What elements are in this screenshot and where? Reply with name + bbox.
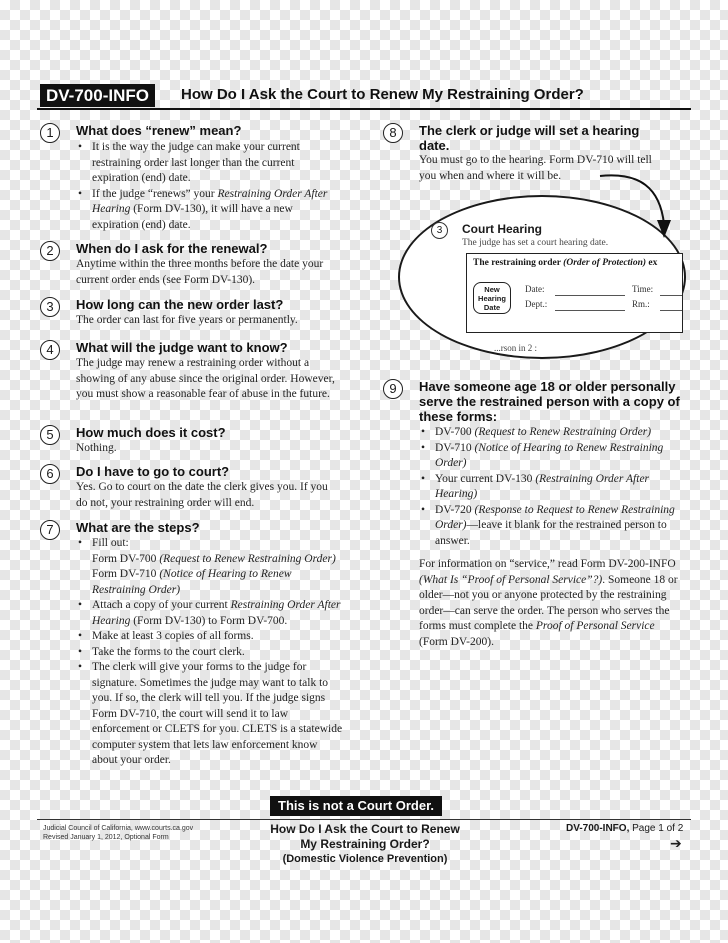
list-item: • Fill out: — [76, 536, 344, 552]
footer-subtitle: (Domestic Violence Prevention) — [282, 853, 448, 865]
section-number: 1 — [40, 123, 60, 143]
footer-revision-line: Revised January 1, 2012, Optional Form — [43, 834, 169, 841]
footer-title-line: How Do I Ask the Court to Renew — [270, 822, 460, 836]
section-heading: What does “renew” mean? — [76, 123, 242, 138]
section-heading: Have someone age 18 or older personally serve the restrained person with a copy of these forms: — [419, 379, 680, 424]
section-number: 8 — [383, 123, 403, 143]
section-body: Yes. Go to court on the date the clerk gives you. If you do not, your restraining order will end. — [76, 481, 328, 509]
list-item: • It is the way the judge can make your current restraining order last longer than the current expiration (end) date. — [76, 140, 336, 187]
section-heading: What will the judge want to know? — [76, 340, 288, 355]
list-item: • DV-720 (Response to Request to Renew Restraining Order)—leave it blank for the restrained person to answer. — [419, 503, 685, 550]
section-number: 7 — [40, 520, 60, 540]
section-heading: How much does it cost? — [76, 425, 226, 440]
rm-label: Rm.: — [632, 299, 650, 309]
figure-bottom-text: ...rson in 2 : — [494, 343, 538, 353]
service-info: For information on “service,” read Form DV-200-INFO (What Is “Proof of Personal Service”?). Someone 18 or older—not you or anyone protected by the restraining order—can serve the order. The person who serves the forms must complete the Proof of Personal Service (Form DV-200). — [419, 558, 678, 648]
footer-title — [210, 822, 520, 867]
list-item: • Make at least 3 copies of all forms. — [76, 629, 344, 645]
dept-line — [555, 310, 625, 311]
time-line — [660, 295, 682, 296]
next-page-arrow-icon[interactable]: ➔ — [670, 836, 682, 852]
form-ref: Form DV-710 (Notice of Hearing to Renew Restraining Order) — [92, 568, 292, 596]
section-body: Anytime within the three months before the date your current order ends (see Form DV-130). — [76, 258, 324, 286]
form-ref: Form DV-700 (Request to Renew Restraining Order) — [92, 552, 336, 565]
list-item: • If the judge “renews” your Restraining Order After Hearing (Form DV-130), it will have a new expiration (end) date. — [76, 187, 336, 234]
hearing-box-heading: The restraining order (Order of Protection) ex — [473, 258, 658, 268]
title-divider — [37, 108, 691, 110]
section-heading: When do I ask for the renewal? — [76, 241, 268, 256]
section-body: You must go to the hearing. Form DV-710 will tell you when and where it will be. — [419, 154, 652, 182]
section-body: The order can last for five years or permanently. — [76, 314, 298, 326]
list-item: • Your current DV-130 (Restraining Order After Hearing) — [419, 472, 685, 503]
list-item: • Attach a copy of your current Restraining Order After Hearing (Form DV-130) to Form DV-700. — [76, 598, 344, 629]
section-body: Nothing. — [76, 442, 117, 454]
rm-line — [660, 310, 682, 311]
curved-arrow-icon — [560, 168, 680, 248]
figure-subtitle: The judge has set a court hearing date. — [462, 238, 609, 248]
section-heading: Do I have to go to court? — [76, 464, 230, 479]
section-body — [76, 140, 336, 233]
section-heading: The clerk or judge will set a hearing date. — [419, 123, 640, 153]
section-body: The judge may renew a restraining order without a showing of any abuse since the original order. However, you must show a reasonable fear of abuse in the future. — [76, 357, 335, 400]
footer-publisher-line: Judicial Council of California, www.courts.ca.gov — [43, 825, 194, 832]
dept-label: Dept.: — [525, 299, 548, 309]
section-number: 5 — [40, 425, 60, 445]
section-number: 9 — [383, 379, 403, 399]
section-heading: What are the steps? — [76, 520, 200, 535]
section-number: 2 — [40, 241, 60, 261]
section-number: 6 — [40, 464, 60, 484]
section-number: 3 — [40, 297, 60, 317]
section-heading: How long can the new order last? — [76, 297, 284, 312]
footer-title-line: My Restraining Order? — [300, 837, 430, 851]
figure-item-number: 3 — [431, 222, 448, 239]
figure-title: Court Hearing — [462, 222, 543, 236]
time-label: Time: — [632, 284, 654, 294]
hearing-box — [466, 253, 683, 333]
date-line — [555, 295, 625, 296]
footer-publisher — [43, 824, 193, 842]
section-body — [76, 536, 344, 769]
footer-page-info: DV-700-INFO, Page 1 of 2 — [566, 823, 684, 834]
new-hearing-date-label: New Hearing Date — [473, 282, 511, 314]
page-title: How Do I Ask the Court to Renew My Restraining Order? — [181, 86, 584, 103]
section-body — [419, 425, 685, 650]
footer-divider — [37, 819, 691, 820]
not-court-order-notice: This is not a Court Order. — [270, 796, 442, 816]
date-label: Date: — [525, 284, 545, 294]
list-item: • The clerk will give your forms to the judge for signature. Sometimes the judge may want to talk to you. If so, the clerk will tell you. If the judge signs Form DV-710, the court will send it to law enforcement or CLETS for you. CLETS is a statewide computer system that lets law enforcement know about your order. — [76, 660, 344, 769]
list-item: • DV-700 (Request to Renew Restraining Order) — [419, 425, 685, 441]
list-item: • Take the forms to the court clerk. — [76, 645, 344, 661]
list-item: • DV-710 (Notice of Hearing to Renew Restraining Order) — [419, 441, 685, 472]
form-code-badge: DV-700-INFO — [40, 84, 155, 107]
section-number: 4 — [40, 340, 60, 360]
